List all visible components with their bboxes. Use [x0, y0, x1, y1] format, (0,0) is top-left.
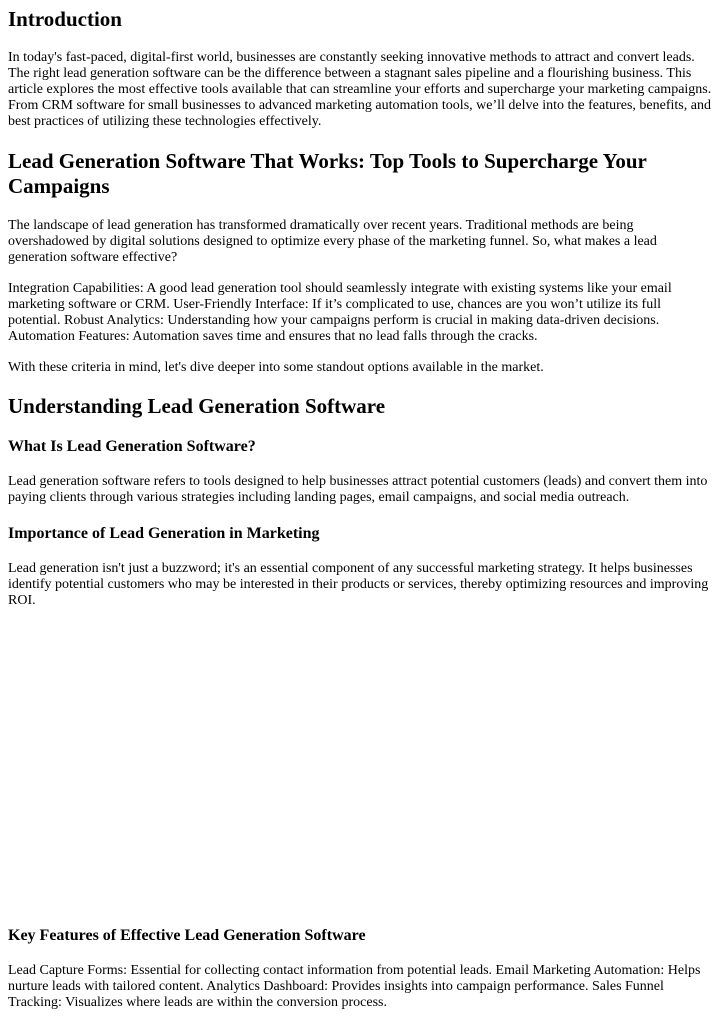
introduction-heading: Introduction: [8, 7, 122, 31]
key-features-paragraph: Lead Capture Forms: Essential for collecting contact information from potential leads. Email Marketing Automation: Helps nurture leads with tailored content. Analytics Dashboard: Provides insights into campaign performance. Sales Funnel Tracking: Visualizes where leads are within the conversion process.: [8, 963, 701, 1010]
importance-paragraph: Lead generation isn't just a buzzword; it's an essential component of any successful marketing strategy. It helps businesses identify potential customers who may be interested in their products or services, thereby optimizing resources and improving ROI.: [8, 561, 709, 608]
integration-paragraph: Integration Capabilities: A good lead generation tool should seamlessly integrate with existing systems like your email marketing software or CRM. User-Friendly Interface: If it’s complicated to use, chances are you won’t utilize its full potential. Robust Analytics: Understanding how your campaigns perform is crucial in making data-driven decisions. Automation Features: Automation saves time and ensures that no lead falls through the cracks.: [8, 281, 672, 344]
understanding-heading: Understanding Lead Generation Software: [8, 394, 386, 418]
landscape-paragraph: The landscape of lead generation has transformed dramatically over recent years. Traditional methods are being overshadowed by digital solutions designed to optimize every phase of the marketing funnel. So, what makes a lead generation software effective?: [8, 218, 657, 265]
what-is-heading: What Is Lead Generation Software?: [8, 438, 256, 455]
importance-heading: Importance of Lead Generation in Marketing: [8, 525, 320, 542]
criteria-paragraph: With these criteria in mind, let's dive deeper into some standout options available in the market.: [8, 360, 544, 375]
introduction-paragraph: In today's fast-paced, digital-first world, businesses are constantly seeking innovative methods to attract and convert leads. The right lead generation software can be the difference between a stagnant sales pipeline and a flourishing business. This article explores the most effective tools available that can streamline your efforts and supercharge your marketing campaigns. From CRM software for small businesses to advanced marketing automation tools, we’ll delve into the features, benefits, and best practices of utilizing these technologies effectively.: [8, 50, 712, 129]
lead-generation-software-heading: Lead Generation Software That Works: Top Tools to Supercharge Your Campaigns: [8, 149, 647, 198]
key-features-heading: Key Features of Effective Lead Generation Software: [8, 927, 366, 944]
what-is-paragraph: Lead generation software refers to tools designed to help businesses attract potential customers (leads) and convert them into paying clients through various strategies including landing pages, email campaigns, and social media outreach.: [8, 474, 708, 505]
